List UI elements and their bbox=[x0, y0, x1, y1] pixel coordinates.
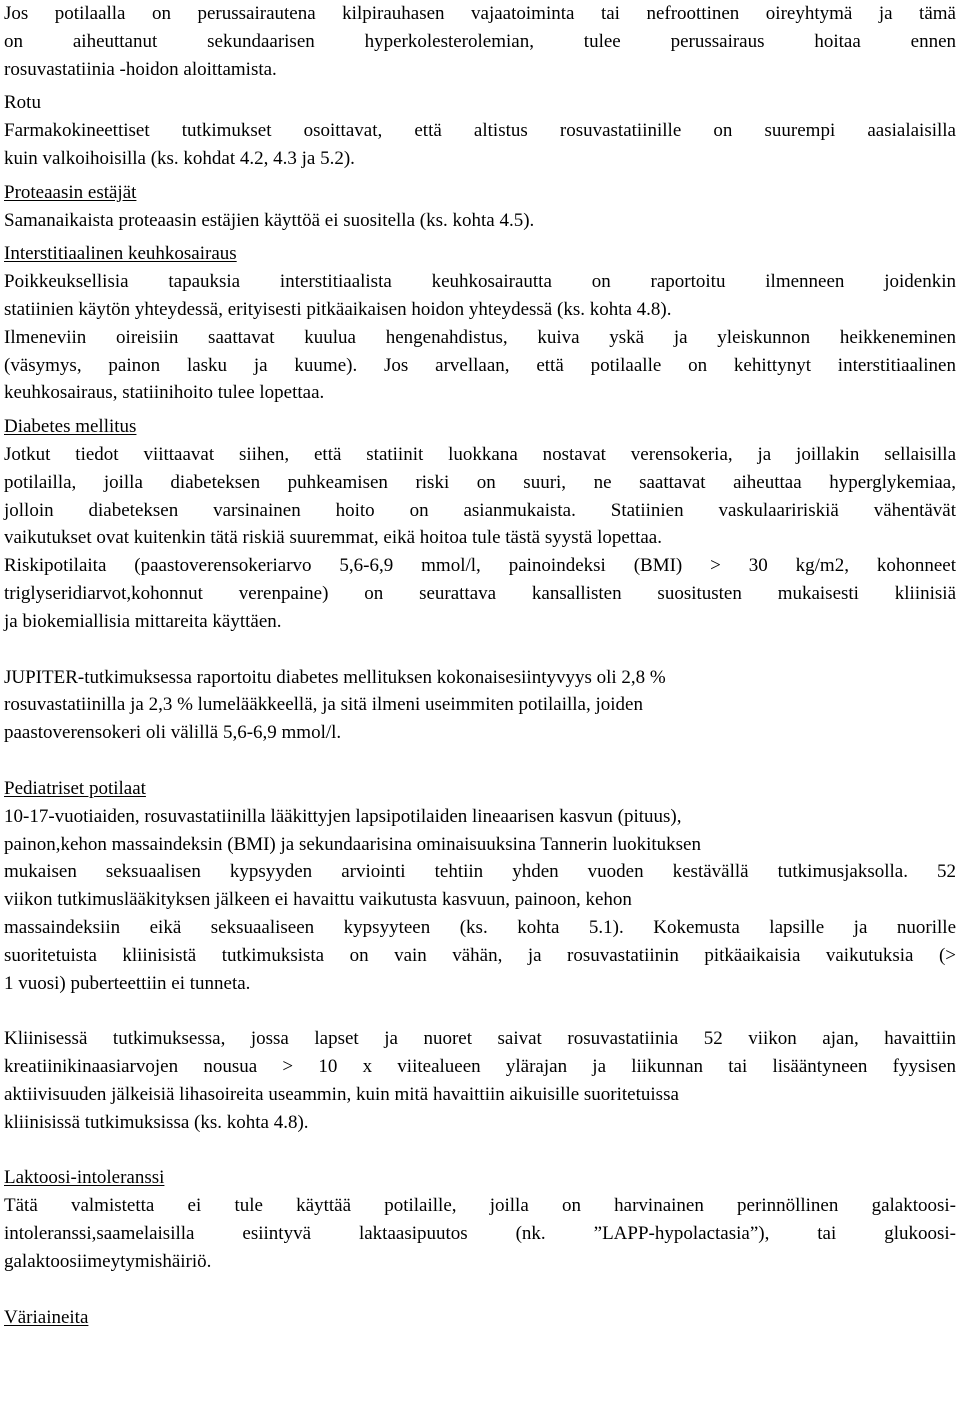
text-line: Jotkut tiedot viittaavat siihen, että statiinit luokkana nostavat verensokeria, ja joillakin sellaisilla bbox=[4, 443, 956, 465]
text-line: rosuvastatiinilla ja 2,3 % lumelääkkeellä, ja sitä ilmeni useimmiten potilailla, joiden bbox=[4, 694, 643, 716]
text-line: paastoverensokeri oli välillä 5,6-6,9 mmol/l. bbox=[4, 722, 342, 744]
text-line: on aiheuttanut sekundaarisen hyperkolesterolemian, tulee perussairaus hoitaa ennen bbox=[4, 30, 956, 52]
text-line: keuhkosairaus, statiinihoito tulee lopettaa. bbox=[4, 382, 325, 404]
text-line: galaktoosiimeytymishäiriö. bbox=[4, 1250, 212, 1272]
text-line: painon,kehon massaindeksin (BMI) ja sekundaarisina ominaisuuksina Tannerin luokituksen bbox=[4, 833, 701, 855]
section-kliinisessa-tutkimuksessa bbox=[4, 1025, 956, 1136]
text-line: Samanaikaista proteaasin estäjien käyttöä ei suositella (ks. kohta 4.5). bbox=[4, 209, 535, 231]
document-page bbox=[4, 0, 956, 1331]
text-line: mukaisen seksuaalisen kypsyyden arviointi tehtiin yhden vuoden kestävällä tutkimusjaksolla. 52 bbox=[4, 861, 956, 883]
section-proteaasin-estajat bbox=[4, 179, 956, 235]
text-line: massaindeksiin eikä seksuaaliseen kypsyyteen (ks. kohta 5.1). Kokemusta lapsille ja nuorille bbox=[4, 916, 956, 938]
text-line: viikon tutkimuslääkityksen jälkeen ei havaittu vaikutusta kasvuun, painoon, kehon bbox=[4, 889, 632, 911]
section-heading: Interstitiaalinen keuhkosairaus bbox=[4, 243, 237, 265]
section-laktoosi-intoleranssi bbox=[4, 1164, 956, 1275]
text-line: ja biokemiallisia mittareita käyttäen. bbox=[4, 610, 282, 632]
section-diabetes-mellitus bbox=[4, 413, 956, 635]
section-pediatriset-potilaat bbox=[4, 775, 956, 997]
text-line: suoritetuista kliinisistä tutkimuksista on vain vähän, ja rosuvastatiinin pitkäaikaisia vaikutuksia (> bbox=[4, 944, 956, 966]
text-line: kuin valkoihoisilla (ks. kohdat 4.2, 4.3 ja 5.2). bbox=[4, 147, 355, 169]
text-line: Jos potilaalla on perussairautena kilpirauhasen vajaatoiminta tai nefroottinen oireyhtymä ja tämä bbox=[4, 3, 956, 24]
text-line: Poikkeuksellisia tapauksia interstitiaalista keuhkosairautta on raportoitu ilmenneen joidenkin bbox=[4, 271, 956, 293]
section-heading: Diabetes mellitus bbox=[4, 416, 137, 438]
section-intro bbox=[4, 0, 956, 83]
text-line: Riskipotilaita (paastoverensokeriarvo 5,6-6,9 mmol/l, painoindeksi (BMI) > 30 kg/m2, kohonneet bbox=[4, 555, 956, 577]
text-line: (väsymys, painon lasku ja kuume). Jos arvellaan, että potilaalle on kehittynyt interstitiaalinen bbox=[4, 354, 956, 376]
text-line: potilailla, joilla diabeteksen puhkeamisen riski on suuri, ne saattavat aiheuttaa hyperglykemiaa, bbox=[4, 471, 956, 493]
text-line: kreatiinikinaasiarvojen nousua > 10 x viitealueen ylärajan ja liikunnan tai lisääntyneen fyysisen bbox=[4, 1056, 956, 1078]
text-line: JUPITER-tutkimuksessa raportoitu diabetes mellituksen kokonaisesiintyvyys oli 2,8 % bbox=[4, 666, 666, 688]
section-heading: Rotu bbox=[4, 92, 41, 114]
text-line: rosuvastatiinia -hoidon aloittamista. bbox=[4, 58, 277, 80]
section-jupiter bbox=[4, 664, 956, 747]
section-rotu bbox=[4, 89, 956, 172]
text-line: Tätä valmistetta ei tule käyttää potilaille, joilla on harvinainen perinnöllinen galaktoosi- bbox=[4, 1195, 956, 1217]
text-line: Kliinisessä tutkimuksessa, jossa lapset ja nuoret saivat rosuvastatiinia 52 viikon ajan, havaittiin bbox=[4, 1028, 956, 1050]
text-line: jolloin diabeteksen varsinainen hoito on asianmukaista. Statiinien vaskulaaririskiä vähentävät bbox=[4, 499, 956, 521]
section-heading: Pediatriset potilaat bbox=[4, 777, 146, 799]
section-heading: Väriaineita bbox=[4, 1306, 89, 1328]
text-line: kliinisissä tutkimuksissa (ks. kohta 4.8). bbox=[4, 1111, 309, 1133]
text-line: 1 vuosi) puberteettiin ei tunneta. bbox=[4, 972, 251, 994]
section-interstitiaalinen-keuhkosairaus bbox=[4, 240, 956, 407]
section-heading: Laktoosi-intoleranssi bbox=[4, 1167, 165, 1189]
text-line: Ilmeneviin oireisiin saattavat kuulua hengenahdistus, kuiva yskä ja yleiskunnon heikkeneminen bbox=[4, 326, 956, 348]
section-heading: Proteaasin estäjät bbox=[4, 181, 137, 203]
text-line: aktiivisuuden jälkeisiä lihasoireita useammin, kuin mitä havaittiin aikuisille suoritetuissa bbox=[4, 1083, 679, 1105]
text-line: triglyseridiarvot,kohonnut verenpaine) on seurattava kansallisten suositusten mukaisesti kliinisiä bbox=[4, 582, 956, 604]
text-line: 10-17-vuotiaiden, rosuvastatiinilla lääkittyjen lapsipotilaiden lineaarisen kasvun (pituus), bbox=[4, 805, 682, 827]
text-line: intoleranssi,saamelaisilla esiintyvä laktaasipuutos (nk. ”LAPP-hypolactasia”), tai glukoosi- bbox=[4, 1223, 956, 1245]
text-line: Farmakokineettiset tutkimukset osoittavat, että altistus rosuvastatiinille on suurempi aasialaisilla bbox=[4, 120, 956, 142]
text-line: statiinien käytön yhteydessä, erityisesti pitkäaikaisen hoidon yhteydessä (ks. kohta 4.8). bbox=[4, 298, 672, 320]
section-variaineita bbox=[4, 1304, 956, 1332]
text-line: vaikutukset ovat kuitenkin tätä riskiä suuremmat, eikä hoitoa tule tästä syystä lopettaa. bbox=[4, 527, 662, 549]
